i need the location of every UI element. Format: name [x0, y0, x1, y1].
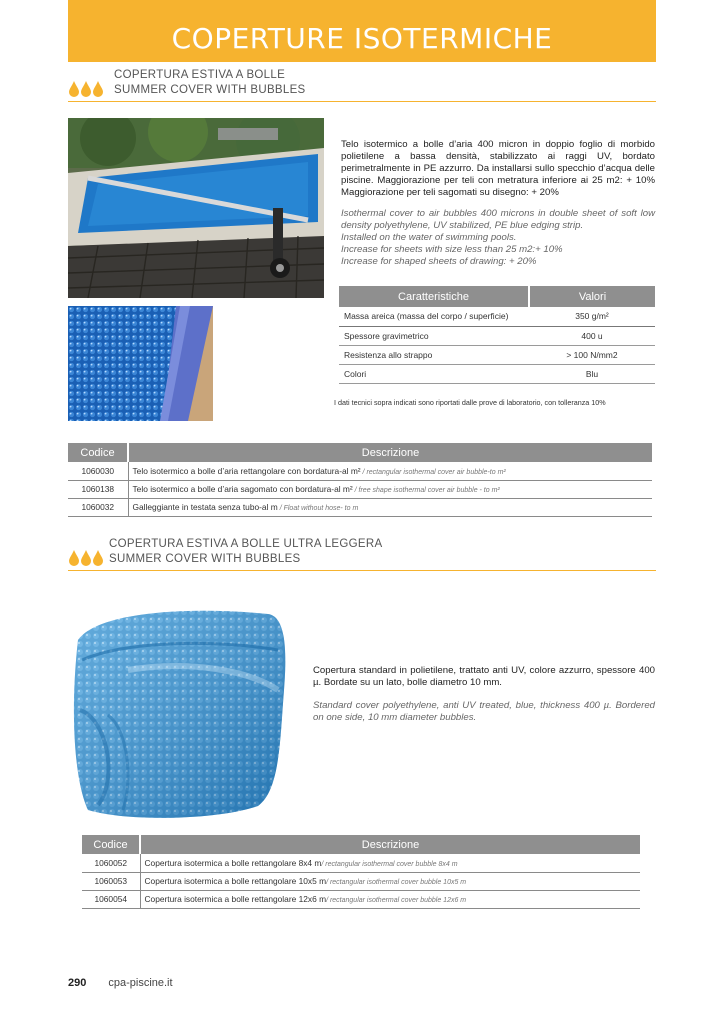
description-it: Telo isotermico a bolle d’aria rettangolare con bordatura-al m² [132, 465, 361, 476]
description-english-line: Increase for sheets with size less than 25 m2:+ 10% [341, 244, 563, 255]
table-row [68, 480, 652, 498]
section-title [114, 68, 306, 98]
description-it: Copertura isotermica a bolle rettangolare 10x5 m [144, 876, 327, 886]
description-en: / free shape isothermal cover air bubble - to m² [352, 487, 500, 494]
description-english-line: Isothermal cover to air bubbles 400 microns in double sheet of soft low density polyethylene, UV stabilized, PE blue edging strip. [341, 208, 655, 231]
description-english-line: Increase for shaped sheets of drawing: + 20% [341, 256, 537, 267]
description-en: / rectangular isothermal cover bubble 12x6 m [326, 897, 467, 904]
description-it: Copertura isotermica a bolle rettangolare 8x4 m [144, 857, 322, 868]
product-code: 1060052 [82, 854, 140, 872]
table-row [68, 498, 652, 516]
spec-name: Massa areica (massa del corpo / superficie) [339, 307, 529, 326]
column-header-description: Descrizione [140, 835, 640, 854]
description-en: / Float without hose- to m [277, 505, 359, 512]
description-it: Copertura isotermica a bolle rettangolare 12x6 m [144, 894, 327, 904]
lab-tolerance-note: I dati tecnici sopra indicati sono riportati dalle prove di laboratorio, con tolleranza 10% [334, 398, 606, 407]
product-code: 1060030 [68, 462, 128, 480]
folded-bubble-cover-photo [68, 600, 290, 826]
spec-name: Spessore gravimetrico [339, 326, 529, 345]
section-title-it: COPERTURA ESTIVA A BOLLE [114, 69, 286, 81]
section-title-it: COPERTURA ESTIVA A BOLLE ULTRA LEGGERA [109, 538, 383, 550]
product-description [140, 890, 640, 908]
spec-value: 400 u [529, 326, 655, 345]
product-codes-table [82, 835, 640, 909]
spec-value: 350 g/m² [529, 307, 655, 326]
column-header-characteristics: Caratteristiche [339, 286, 529, 307]
specifications-table [339, 286, 655, 384]
description-en: / rectangular isothermal cover air bubble-to m² [360, 468, 506, 476]
description-italian: Copertura standard in polietilene, trattato anti UV, colore azzurro, spessore 400 µ. Bordate su un lato, bolle diametro 10 mm. [313, 665, 655, 688]
product-description [140, 872, 640, 890]
description-english-line: Installed on the water of swimming pools. [341, 232, 517, 243]
bubble-texture-photo [68, 306, 213, 421]
description-it: Galleggiante in testata senza tubo-al m [132, 502, 278, 512]
section-title-en: SUMMER COVER WITH BUBBLES [114, 84, 306, 96]
page-footer [68, 977, 173, 989]
drops-icon [68, 549, 104, 567]
product-code: 1060053 [82, 872, 140, 890]
description-english: Standard cover polyethylene, anti UV treated, blue, thickness 400 µ. Bordered on one side, 10 mm diameter bubbles. [313, 700, 655, 723]
description-it: Telo isotermico a bolle d’aria sagomato con bordatura-al m² [132, 484, 353, 494]
description-en: / rectangular isothermal cover bubble 8x4 m [321, 860, 458, 868]
page-title: COPERTURE ISOTERMICHE [171, 22, 553, 55]
section-heading-ultralight-cover [68, 537, 656, 571]
table-header-row [68, 443, 652, 462]
product-code: 1060138 [68, 480, 128, 498]
drops-icon [68, 80, 104, 98]
table-row [339, 326, 655, 345]
product-description [128, 462, 652, 480]
spec-value: > 100 N/mm2 [529, 345, 655, 364]
table-row [82, 872, 640, 890]
column-header-values: Valori [529, 286, 655, 307]
product-description [128, 480, 652, 498]
table-header-row [82, 835, 640, 854]
table-row [339, 307, 655, 326]
spec-value: Blu [529, 364, 655, 383]
product-codes-table [68, 443, 652, 517]
header-banner [68, 0, 656, 62]
section-heading-bubble-cover [68, 68, 656, 102]
table-row [339, 364, 655, 383]
section-title-en: SUMMER COVER WITH BUBBLES [109, 553, 301, 565]
description-italian: Telo isotermico a bolle d’aria 400 micron in doppio foglio di morbido polietilene a bassa densità, stabilizzato ai raggi UV, bordato perimetralmente in PE azzurro. Da installarsi sullo specchio d’acqua delle piscine. Maggiorazione per teli con metratura inferiore ai 25 m2: + 10% Maggiorazione per teli sagomati su disegno: + 20% [341, 139, 655, 198]
description-english [341, 208, 655, 268]
pool-cover-photo [68, 118, 324, 298]
description-en: / rectangular isothermal cover bubble 10x5 m [326, 879, 467, 886]
column-header-code: Codice [68, 443, 128, 462]
table-row [68, 462, 652, 480]
product-code: 1060054 [82, 890, 140, 908]
product-code: 1060032 [68, 498, 128, 516]
spec-name: Colori [339, 364, 529, 383]
product-description [128, 498, 652, 516]
table-row [82, 890, 640, 908]
table-row [339, 345, 655, 364]
page-number: 290 [68, 977, 87, 989]
section-title [109, 537, 382, 567]
table-header-row [339, 286, 655, 307]
spec-name: Resistenza allo strappo [339, 345, 529, 364]
column-header-code: Codice [82, 835, 140, 854]
column-header-description: Descrizione [128, 443, 652, 462]
website-link[interactable]: cpa-piscine.it [108, 977, 173, 989]
product-description [140, 854, 640, 872]
table-row [82, 854, 640, 872]
